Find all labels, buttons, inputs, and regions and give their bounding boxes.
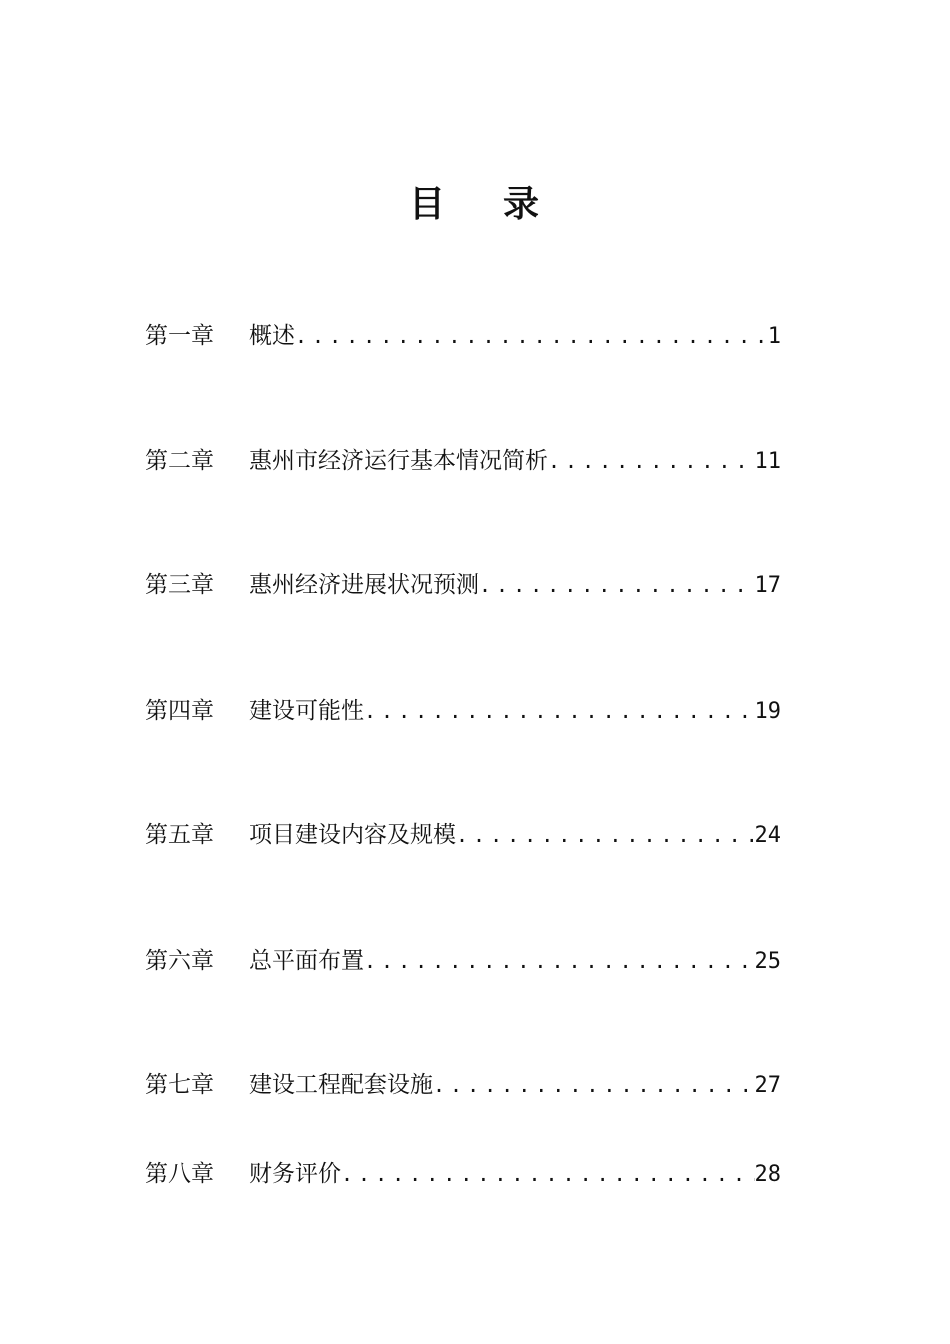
toc-heading: 项目建设内容及规模: [249, 822, 456, 848]
toc-chapter-label: 第五章: [145, 822, 214, 848]
toc-page-number: 25: [754, 949, 781, 974]
toc-page-number: 24: [754, 823, 781, 848]
toc-page-number: 17: [754, 573, 781, 598]
toc-dot-leader: [433, 1069, 755, 1101]
toc-heading: 惠州市经济运行基本情况简析: [249, 448, 548, 474]
toc-entry-chapter-1[interactable]: [145, 320, 781, 352]
toc-chapter-label: 第七章: [145, 1072, 214, 1098]
toc-chapter-label: 第四章: [145, 698, 214, 724]
toc-page-number: 1: [767, 324, 781, 349]
title-char-2: 录: [503, 184, 542, 225]
toc-entry-chapter-4[interactable]: [145, 695, 781, 727]
toc-dot-leader: [364, 945, 755, 977]
toc-dot-leader: [456, 819, 755, 851]
toc-page-number: 28: [754, 1162, 781, 1187]
toc-dot-leader: [548, 445, 755, 477]
toc-entry-chapter-3[interactable]: [145, 569, 781, 601]
toc-chapter-label: 第六章: [145, 948, 214, 974]
toc-entry-chapter-2[interactable]: [145, 445, 781, 477]
toc-chapter-label: 第三章: [145, 572, 214, 598]
toc-dot-leader: [341, 1158, 755, 1190]
toc-page-number: 11: [754, 449, 781, 474]
toc-entry-chapter-6[interactable]: [145, 945, 781, 977]
toc-chapter-label: 第八章: [145, 1161, 214, 1187]
toc-heading: 总平面布置: [249, 948, 364, 974]
toc-dot-leader: [479, 569, 755, 601]
toc-heading: 概述: [249, 323, 295, 349]
toc-page-number: 27: [754, 1073, 781, 1098]
toc-heading: 惠州经济进展状况预测: [249, 572, 479, 598]
toc-dot-leader: [364, 695, 755, 727]
toc-page-number: 19: [754, 699, 781, 724]
toc-heading: 财务评价: [249, 1161, 341, 1187]
toc-dot-leader: [295, 320, 768, 352]
toc-heading: 建设工程配套设施: [249, 1072, 433, 1098]
toc-entry-chapter-5[interactable]: [145, 819, 781, 851]
toc-heading: 建设可能性: [249, 698, 364, 724]
title-char-1: 目: [408, 184, 447, 225]
toc-chapter-label: 第一章: [145, 323, 214, 349]
toc-entry-chapter-8[interactable]: [145, 1158, 781, 1190]
toc-chapter-label: 第二章: [145, 448, 214, 474]
toc-entry-chapter-7[interactable]: [145, 1069, 781, 1101]
